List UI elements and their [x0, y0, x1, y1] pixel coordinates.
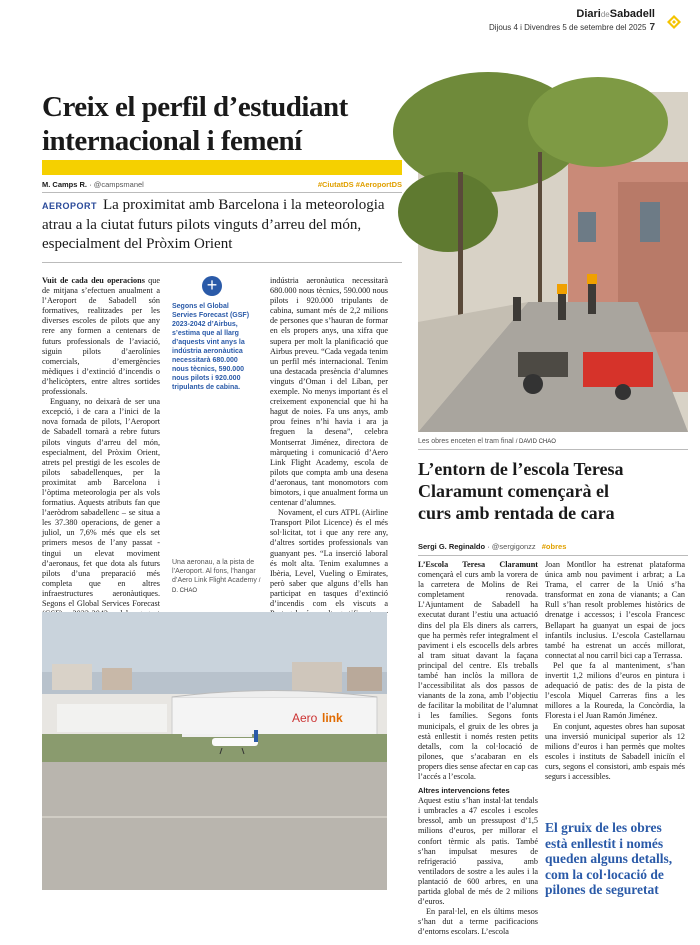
svg-text:Aero: Aero — [292, 711, 318, 725]
article-headline: L’entorn de l’escola Teresa Claramunt començarà el curs amb rentada de cara — [418, 459, 624, 523]
article-deck: AEROPORT La proximitat amb Barcelona i la meteorologia atrau a la ciutat futurs pilots vinguts d’arreu del món, especialment del Pròxim Orient — [42, 197, 385, 252]
airport-photo — [42, 612, 387, 890]
school-street-works-photo — [418, 92, 688, 432]
section-subheading: Altres intervencions fetes — [418, 786, 510, 796]
stat-callout: + Segons el Global Servies Forecast (GSF) 2023-2042 d’Airbus, s’estima que al llarg d’aquests vint anys la indústria aeronàutica necessitarà 680.000 nous tècnics, 590.000 nous pilots i 920.000 tripulants de cabina. — [172, 275, 250, 391]
page-number: 7 — [649, 22, 655, 33]
svg-text:link: link — [322, 711, 343, 725]
article-byline: M. Camps R. · @campsmanel #CiutatDS #AeroportDS — [42, 180, 402, 189]
author-name: M. Camps R. — [42, 180, 88, 189]
divider — [42, 192, 402, 193]
divider — [418, 555, 688, 556]
masthead-brand: DiarideSabadell — [576, 8, 655, 20]
headline-accent-bar — [42, 160, 402, 175]
pull-quote: El gruix de les obres està enllestit i només queden alguns detalls, com la col·locació de pilones de seguretat — [545, 820, 673, 897]
plus-icon: + — [202, 276, 222, 296]
author-handle[interactable]: @sergigonzz — [491, 542, 536, 551]
article-byline: Sergi G. Reginaldo · @sergigonzz #obres — [418, 542, 567, 551]
section-kicker: AEROPORT — [42, 201, 98, 211]
masthead — [489, 8, 655, 33]
divider — [418, 449, 688, 450]
article-column-1: Vuit de cada deu operacions que de mitjana s’efectuen anualment a l’Aeroport de Sabadell són formatives, realitzades per les diverses escoles de pilots que any rere any formen a centenars de futurs professionals de l’aviació, siguin pilots d’aerolínies comercials, d’emergències mèdiques i d’extinció d’incendis o d’helicòpters, entre altres sortides professionals. Enguany, no deixarà de ser una excepció, i de cara a l’inici de la nova fornada de pilots, l’Aeroport de Sabadell tornarà a rebre futurs pilots vinguts d’arreu del món, especialment, del Pròxim Orient, atrets pel prestigi de les escoles de pilots sabadellenques, per la proximitat amb Barcelona i l’òptima meteorologia per als vols formatius. Aquests atributs fan que l’aeròdrom sabadellenc – se situa a les 37.380 operacions, de gener a juliol, un 7,6% més que els set primers mesos de l’any passat - tingui un elevat moviment d’aeronaus, fet que dota als futurs pilots d’una preparació més completa que en altres infraestructures aeronàutiques. Segons el Global Services Forecast — [42, 276, 160, 608]
divider — [42, 262, 402, 263]
article-column-3: indústria aeronàutica necessitarà 680.000 nous tècnics, 590.000 nous pilots i 920.000 tripulants de cabina, sumant més de 2,2 milions de persones que s’hauran de formar en els propers anys, una xifra que supera per molt la planificació que Airbus preveu. “Cada vegada tenim un perfil més internacional. Tenim una destacada presència d’alumnes vinguts d’Oman i del Líban, per exemple. No menys important és el creixement exponencial que hi ha hagut de noies. Fa uns anys, amb prou feines n’hi havia i ara ja freguen la desena”, celebra Montserrat Jiménez, directora de màrqueting i comunicació d’Aero Link Flight Academy, escola de pilots que compta amb una desena d’aeronaus, tant monomotors com bimotors, i que anualment forma un centenar d’alumnes. Novament, el curs ATPL (Airline Transport Pilot Licence) és el més sol·licitat, tot i que any rere any, d’altres sortides professionals van guanyant pes. “La inserció laboral és molt alta. Tenim exalumnes a Ibèria, Level, Vueling o Emirates, però saber que alguns d’ells han participat en tasques d’extinció d’incendis com els viscuts a — [270, 276, 388, 608]
photo-caption: Una aeronau, a la pista de l’Aeroport. Al fons, l’hangar d’Aero Link Flight Academy / D. CHAO — [172, 559, 261, 594]
newspaper-logo-icon — [666, 14, 682, 30]
article-tag[interactable]: #obres — [541, 542, 567, 551]
article-headline: Creix el perfil d’estudiant internacional i femení — [42, 91, 348, 157]
author-handle[interactable]: @campsmanel — [93, 180, 144, 189]
photo-caption: Les obres enceten el tram final / DAVID CHAO — [418, 438, 556, 445]
article-tags[interactable]: #CiutatDS #AeroportDS — [317, 180, 402, 189]
article-column-1: L’Escola Teresa Claramunt començarà el curs amb la vorera de la carretera de Molins de Rei completament renovada. L’Ajuntament de Sabadell ha executat durant l’estiu una actuació dins del pla Els diners als carrers, que ha permès refer integralment el paviment i els escocells dels arbres al tram situat davant la façana principal del centre. Els treballs també han inclòs la millora de l’accessibilitat als dos passos de vianants de la zona, amb l’objectiu de facilitar la mobilitat de l’alumnat i les famílies. Segons fonts municipals, el gruix de les obres ja està enllestit i només resten petits detalls, com la col·locació de pilones, que s’acabaran en els propers dies sense afectar en cap cas l’accés a l’escola. Altres intervencions fetes Aquest estiu s’han instal·lat tendals i umbracles a 47 escoles i escoles bressol, amb un pressupost d’1,5 milions d’euros, per millorar el confort tèrmic als patis. També s’han impulsat mesures de refrigeració passiva, amb ventiladors de sostre a les aules i la plantació de 600 arbres, en una partida global de més de 2 milions d’euros. En paral·lel, en els últims mesos s’han dut a terme pacificacions d’entorns escolars. L’escola — [418, 560, 538, 937]
author-name: Sergi G. Reginaldo — [418, 542, 486, 551]
masthead-date: Dijous 4 i Divendres 5 de setembre del 2025 7 — [489, 22, 655, 33]
article-column-2: Joan Montllor ha estrenat plataforma única amb nou paviment i arbrat; a La Trama, el carrer de la Unió s’ha transformat en zona de vianants; a Can Rull s’han resolt problemes històrics de drenatge i accessos; i l’escola Francesc Bellapart ha guanyat un espai de jocs infantils inclusius. L’escola Castellarnau també ha estrenat un accés millorat, connectat al nou carril bici cap a Terrassa. Pel que fa al manteniment, s’han invertit 1,2 milions d’euros en pintura i adequació de patis: des de la pista de l’escola Miquel Carreras fins a les millores a la Roureda, la Concòrdia, la Floresta i el Juan Ramón Jiménez. En conjunt, aquestes obres han suposat una inversió municipal superior als 12 milions d’euros i han permès que moltes escoles i instituts de Sabadell iniciïn el curs, segons el consistori, amb espais més segurs i accessibles. — [545, 560, 685, 781]
